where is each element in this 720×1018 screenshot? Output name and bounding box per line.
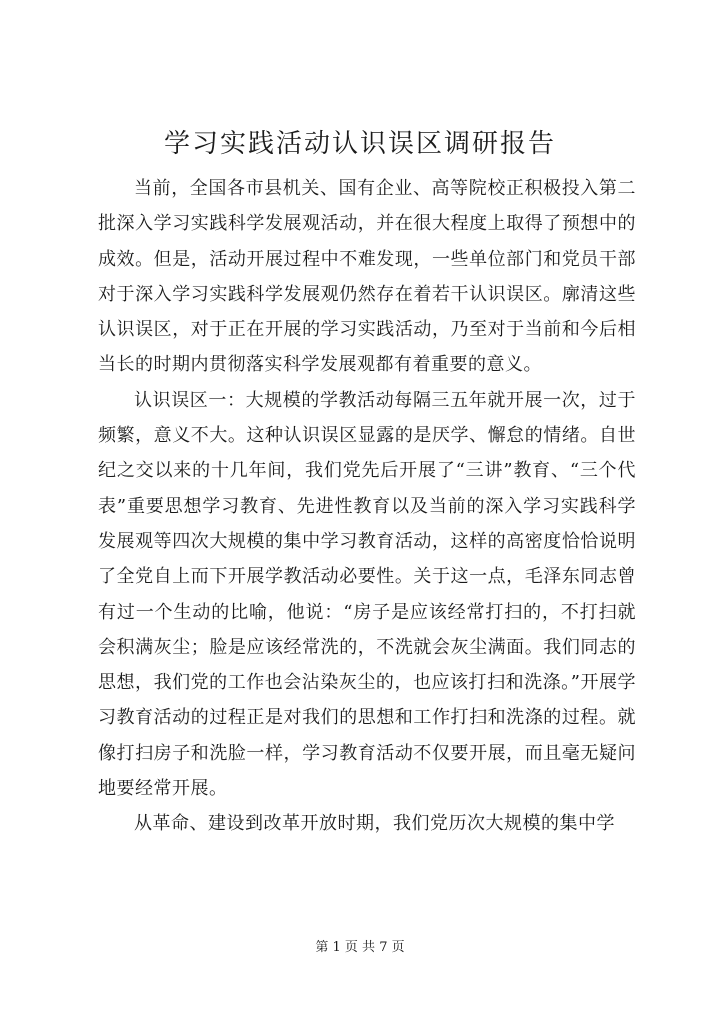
paragraph-intro: 当前，全国各市县机关、国有企业、高等院校正积极投入第二批深入学习实践科学发展观活动，并在很大程度上取得了预想中的成效。但是，活动开展过程中不难发现，一些单位部门和党员干部对于深入学习实践科学发展观仍然存在着若干认识误区。廓清这些认识误区，对于正在开展的学习实践活动，乃至对于当前和今后相当长的时期内贯彻落实科学发展观都有着重要的意义。 — [98, 178, 636, 376]
paragraph-history: 从革命、建设到改革开放时期，我们党历次大规模的集中学 — [134, 813, 615, 835]
paragraph-misconception-one: 认识误区一：大规模的学教活动每隔三五年就开展一次，过于频繁，意义不大。这种认识误区显露的是厌学、懈怠的情绪。自世纪之交以来的十几年间，我们党先后开展了“三讲”教育、“三个代表”重要思想学习教育、先进性教育以及当前的深入学习实践科学发展观等四次大规模的集中学习教育活动，这样的高密度恰恰说明了全党自上而下开展学教活动必要性。关于这一点，毛泽东同志曾有过一个生动的比喻，他说：“房子是应该经常打扫的，不打扫就会积满灰尘；脸是应该经常洗的，不洗就会灰尘满面。我们同志的思想，我们党的工作也会沾染灰尘的，也应该打扫和洗涤。”开展学习教育活动的过程正是对我们的思想和工作打扫和洗涤的过程。就像打扫房子和洗脸一样，学习教育活动不仅要开展，而且毫无疑问地要经常开展。 — [98, 389, 636, 800]
document-title: 学习实践活动认识误区调研报告 — [163, 129, 556, 159]
document-body — [98, 171, 636, 842]
page-number-footer: 第 1 页 共 7 页 — [315, 940, 405, 955]
